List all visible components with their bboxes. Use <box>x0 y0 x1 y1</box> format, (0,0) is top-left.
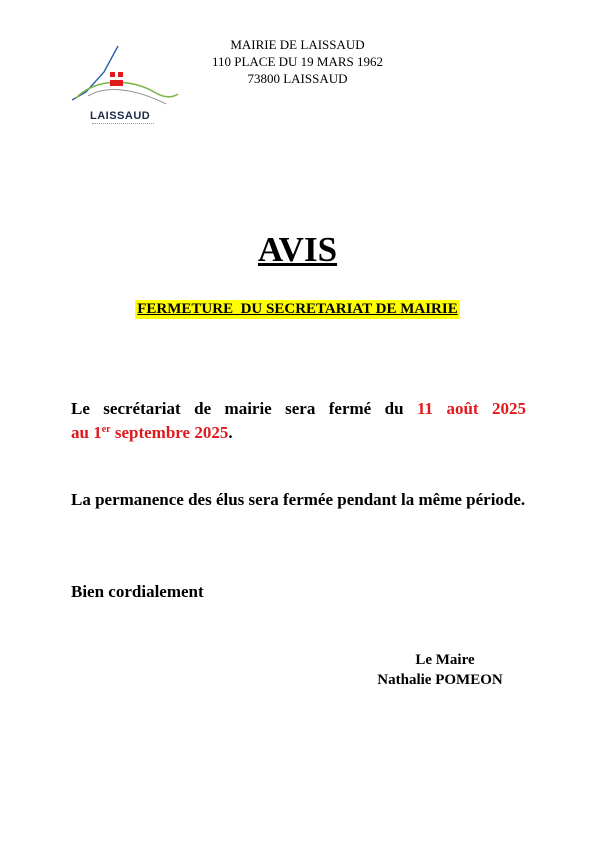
notice-title: AVIS <box>257 230 338 269</box>
mairie-header <box>170 36 425 87</box>
notice-subtitle-wrap <box>0 300 595 319</box>
logo-flag-icon <box>110 72 123 86</box>
closure-line-1 <box>71 397 526 421</box>
permanence-paragraph: La permanence des élus sera fermée pendant la même période. <box>71 490 526 509</box>
logo-green-swoosh <box>76 82 178 98</box>
closure-text: Le secrétariat de mairie sera fermé du <box>71 399 417 418</box>
closure-end-date-suffix: septembre 2025 <box>110 423 229 442</box>
closure-paragraph <box>71 397 526 445</box>
closure-line-2 <box>71 423 233 442</box>
header-line-2: 110 PLACE DU 19 MARS 1962 <box>211 54 384 69</box>
signature-block <box>340 650 540 690</box>
closure-end-date-prefix: au 1 <box>71 423 102 442</box>
logo-tagline-line <box>92 123 154 126</box>
closure-end-date <box>71 423 228 442</box>
signature-role: Le Maire <box>415 652 475 668</box>
closure-end-date-sup: er <box>101 424 111 435</box>
closure-period: . <box>228 423 233 442</box>
closure-start-date: 11 août 2025 <box>416 399 526 418</box>
header-line-3: 73800 LAISSAUD <box>247 71 348 86</box>
closing-text: Bien cordialement <box>71 582 204 601</box>
header-line-1: MAIRIE DE LAISSAUD <box>230 37 365 52</box>
notice-subtitle: FERMETURE DU SECRETARIAT DE MAIRIE <box>137 301 458 317</box>
logo-wordmark: LAISSAUD <box>90 110 151 122</box>
signature-name: Nathalie POMEON <box>377 672 503 688</box>
